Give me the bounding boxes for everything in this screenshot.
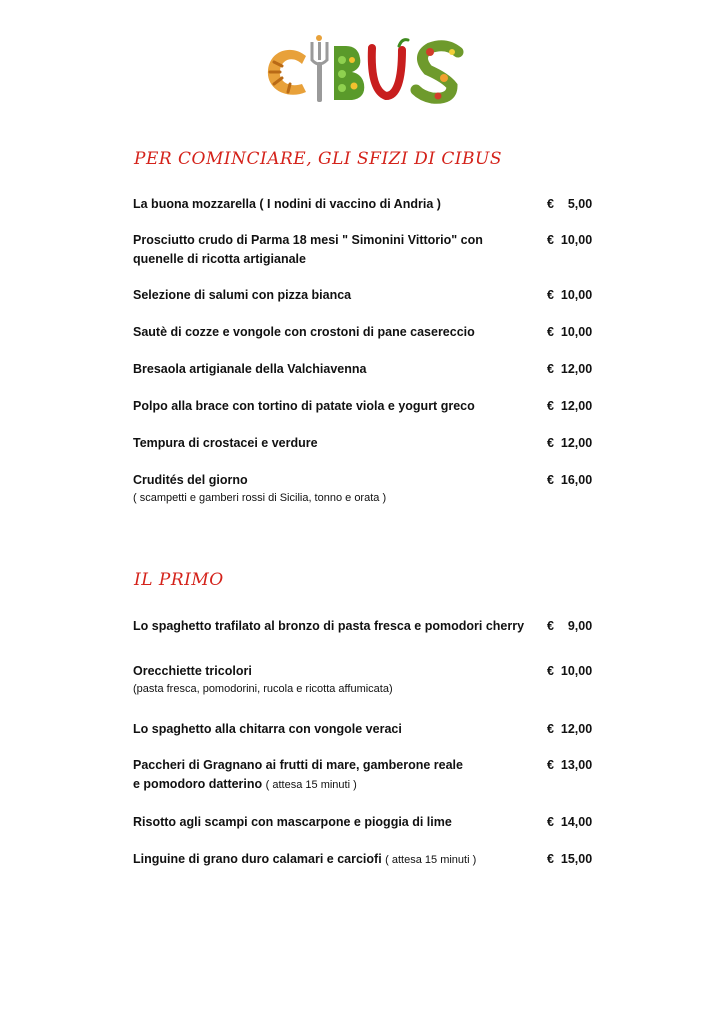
menu-item-price: € 12,00 [547,436,593,450]
menu-item [133,471,593,506]
section-title-starters: PER COMINCIARE, GLI SFIZI DI CIBUS [134,149,503,169]
menu-item-price: € 15,00 [547,852,593,866]
menu-item-price: € 10,00 [547,288,593,302]
menu-item-price: € 10,00 [547,325,593,339]
menu-item-price: € 10,00 [547,664,593,678]
vegetable-letter-s-icon [416,46,458,100]
menu-item-name: Prosciutto crudo di Parma 18 mesi " Simonini Vittorio" con quenelle di ricotta artigianale [133,233,483,266]
menu-item-name: Lo spaghetto trafilato al bronzo di pasta fresca e pomodori cherry [133,619,525,633]
menu-item-name: Crudités del giorno [133,473,248,487]
vegetable-letter-b-icon [334,46,364,100]
menu-item-price: € 14,00 [547,815,593,829]
menu-item-note: ( attesa 15 minuti ) [385,854,477,866]
menu-item [133,360,593,379]
menu-item [133,720,593,739]
menu-item-name: Lo spaghetto alla chitarra con vongole veraci [133,722,402,736]
menu-item [133,231,593,269]
menu-item [133,617,593,636]
menu-item-name: Polpo alla brace con tortino di patate viola e yogurt greco [133,399,475,413]
croissant-letter-c-icon [268,50,306,95]
menu-item-name: Tempura di crostacei e verdure [133,436,318,450]
fork-letter-i-icon [312,35,327,102]
menu-item-price: € 16,00 [547,473,593,487]
menu-item [133,286,593,305]
menu-item-name: La buona mozzarella ( I nodini di vaccino di Andria ) [133,197,441,211]
menu-item-price: € 9,00 [547,619,593,633]
menu-item-name: Orecchiette tricolori [133,664,252,678]
menu-item-name: Selezione di salumi con pizza bianca [133,288,352,302]
menu-item-price: € 12,00 [547,362,593,376]
menu-item-price: € 5,00 [547,197,593,211]
menu-item-description: (pasta fresca, pomodorini, rucola e ricotta affumicata) [133,683,393,695]
menu-item [133,662,593,697]
menu-item-note: ( attesa 15 minuti ) [265,779,357,791]
menu-item-name: Bresaola artigianale della Valchiavenna [133,362,367,376]
menu-item-name [133,756,473,795]
menu-item [133,850,593,870]
menu-item [133,434,593,453]
cibus-logo [262,34,468,106]
menu-item-price: € 12,00 [547,399,593,413]
menu-item-name: Risotto agli scampi con mascarpone e pioggia di lime [133,815,452,829]
menu-item-name-text: Linguine di grano duro calamari e carciofi [133,852,382,866]
menu-item-description: ( scampetti e gamberi rossi di Sicilia, tonno e orata ) [133,492,387,504]
menu-item-name: Sautè di cozze e vongole con crostoni di pane casereccio [133,325,475,339]
menu-item [133,195,593,214]
menu-item-price: € 10,00 [547,233,593,247]
menu-item-name-text: Paccheri di Gragnano ai frutti di mare, gamberone reale e pomodoro datterino [133,758,463,791]
menu-item [133,323,593,342]
menu-item-price: € 12,00 [547,722,593,736]
chili-letter-u-icon [372,40,408,96]
menu-item [133,756,593,795]
menu-item-price: € 13,00 [547,758,593,772]
section-title-first-courses: IL PRIMO [134,570,224,590]
menu-item [133,813,593,832]
menu-item-name [133,850,543,870]
menu-item [133,397,593,416]
